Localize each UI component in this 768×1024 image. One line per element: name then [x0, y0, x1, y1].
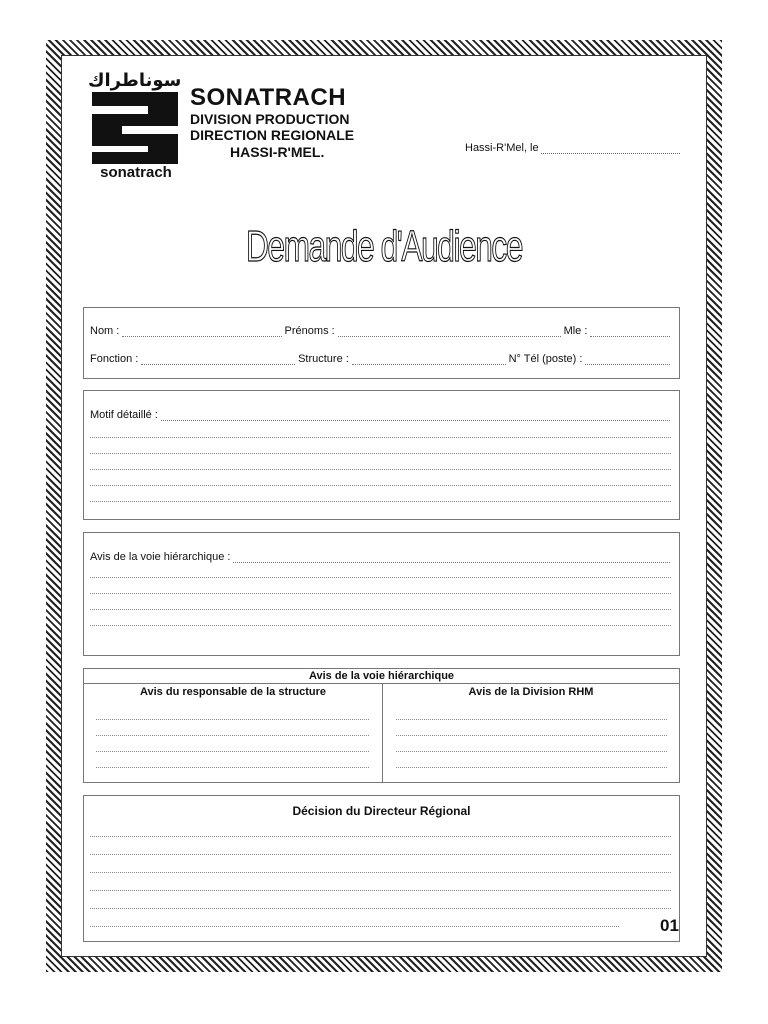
division-name: DIVISION PRODUCTION: [190, 111, 350, 127]
nom-label: Nom :: [90, 325, 120, 337]
avis-voie-section: [83, 532, 680, 656]
avis-rhm-header: Avis de la Division RHM: [468, 686, 594, 698]
avis-voie-line[interactable]: [90, 577, 671, 578]
motif-line[interactable]: [90, 501, 671, 502]
logo-wordmark: sonatrach: [100, 164, 172, 181]
motif-section: [83, 390, 680, 520]
tel-field[interactable]: [585, 356, 670, 365]
rhm-line[interactable]: [396, 735, 667, 736]
place-date-field[interactable]: [465, 142, 680, 154]
avis-voie-label: Avis de la voie hiérarchique :: [90, 551, 231, 563]
decision-section: [83, 795, 680, 942]
identity-row-1: [90, 325, 673, 337]
motif-line[interactable]: [90, 437, 671, 438]
fonction-label: Fonction :: [90, 353, 139, 365]
rhm-line[interactable]: [396, 767, 667, 768]
city-name: HASSI-R'MEL.: [230, 144, 325, 160]
avis-table: [83, 668, 680, 783]
place-date-label: Hassi-R'Mel, le: [465, 142, 539, 154]
avis-voie-line[interactable]: [90, 625, 671, 626]
responsable-line[interactable]: [96, 767, 369, 768]
responsable-line[interactable]: [96, 719, 369, 720]
motif-line[interactable]: [90, 469, 671, 470]
motif-label: Motif détaillé :: [90, 409, 158, 421]
structure-field[interactable]: [352, 356, 506, 365]
identity-section: [83, 307, 680, 379]
page-number: 01: [660, 916, 679, 935]
identity-row-2: [90, 353, 673, 365]
rhm-line[interactable]: [396, 751, 667, 752]
motif-field[interactable]: [161, 412, 670, 421]
mle-label: Mle :: [563, 325, 588, 337]
responsable-line[interactable]: [96, 751, 369, 752]
responsable-line[interactable]: [96, 735, 369, 736]
decision-line[interactable]: [90, 854, 671, 855]
fonction-field[interactable]: [141, 356, 295, 365]
avis-voie-row: [90, 551, 673, 563]
motif-row: [90, 409, 673, 421]
company-name: SONATRACH: [190, 84, 347, 111]
avis-responsable-header: Avis du responsable de la structure: [139, 686, 327, 698]
decision-line[interactable]: [90, 872, 671, 873]
decision-line[interactable]: [90, 926, 619, 927]
logo-arabic-text: سوناطراك: [88, 70, 182, 91]
avis-voie-line[interactable]: [90, 609, 671, 610]
sonatrach-logo-icon: [92, 92, 178, 164]
rhm-line[interactable]: [396, 719, 667, 720]
direction-name: DIRECTION REGIONALE: [190, 127, 355, 143]
decision-line[interactable]: [90, 908, 671, 909]
decision-line[interactable]: [90, 890, 671, 891]
nom-field[interactable]: [122, 328, 281, 337]
avis-voie-field[interactable]: [233, 554, 670, 563]
structure-label: Structure :: [298, 353, 349, 365]
motif-line[interactable]: [90, 485, 671, 486]
avis-table-title: Avis de la voie hiérarchique: [84, 669, 679, 684]
prenoms-field[interactable]: [338, 328, 561, 337]
decision-title: Décision du Directeur Régional: [292, 804, 471, 818]
avis-voie-line[interactable]: [90, 593, 671, 594]
form-title: Demande d'Audience: [245, 222, 523, 271]
tel-label: N° Tél (poste) :: [508, 353, 583, 365]
prenoms-label: Prénoms :: [284, 325, 335, 337]
table-divider: [382, 684, 383, 782]
motif-line[interactable]: [90, 453, 671, 454]
mle-field[interactable]: [590, 328, 670, 337]
decision-line[interactable]: [90, 836, 671, 837]
date-dotted-line: [541, 143, 680, 154]
